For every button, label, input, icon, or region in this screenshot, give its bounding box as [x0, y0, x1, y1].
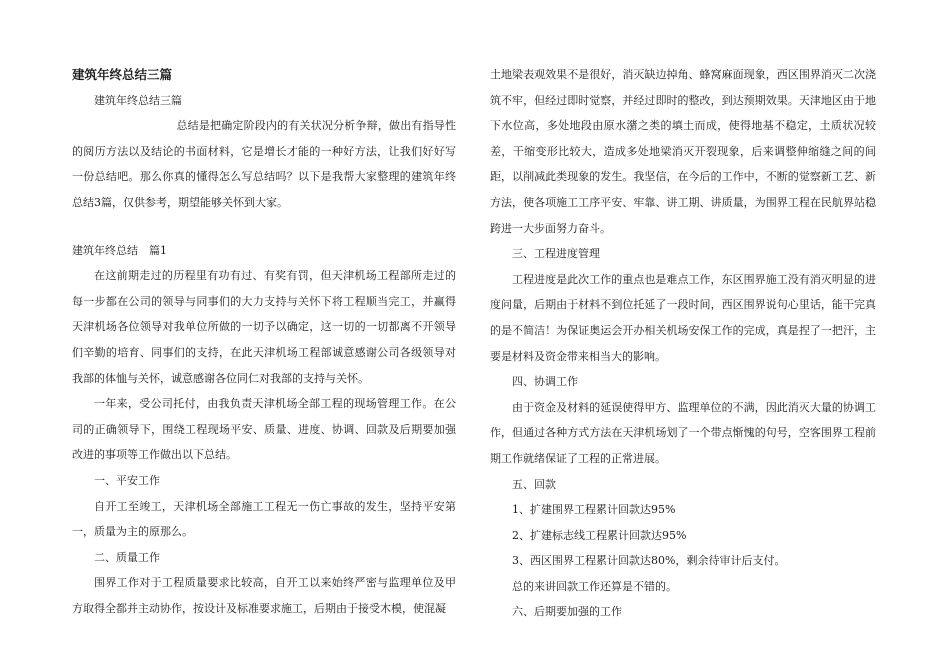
paragraph: 二、质量工作 — [94, 550, 160, 564]
paragraph: 土地梁表观效果不是很好，消灭缺边掉角、蜂窝麻面现象，西区围界消灭二次浇筑不牢，但经过即时觉察，并经过即时的整改，到达预期效果。天津地区由于地下水位高，多处地段由原水潴之类的填土而成，使得地基不稳定，土质状况较差，干缩变形比较大，造成多处地梁消灭开裂现象，后来调整伸缩缝之间的间距，以削减此类现象的发生。我坚信，在今后的工作中，不断的觉察新工艺、新方法，使各项施工工序平安、牢靠、讲工期、讲质量，为围界工程在民航界站稳跨进一大步面努力奋斗。 — [490, 68, 876, 235]
paragraph-gap — [72, 216, 456, 238]
paragraph: 一年来，受公司托付，由我负责天津机场全部工程的现场管理工作。在公司的正确领导下，围绕工程现场平安、质量、进度、协调、回款及后期要加强改进的事项等工作做出以下总结。 — [72, 397, 456, 462]
right-paragraphs — [490, 62, 876, 625]
left-column — [72, 62, 456, 621]
paragraph: 总的来讲回款工作还算是不错的。 — [512, 579, 677, 593]
paragraph: 一、平安工作 — [94, 473, 160, 487]
paragraph: 三、工程进度管理 — [512, 247, 600, 261]
paragraph: 围界工作对于工程质量要求比较高，自开工以来始终严密与监理单位及甲方取得全都并主动协作，按设计及标准要求施工，后期由于接受木模，使混凝 — [72, 576, 456, 615]
paragraph: 建筑年终总结三篇 — [94, 93, 182, 107]
paragraph: 3、西区围界工程累计回款达80%，剩余待审计后支付。 — [512, 554, 786, 568]
paragraph: 由于资金及材料的延误使得甲方、监理单位的不满，因此消灭大量的协调工作，但通过各种方式方法在天津机场划了一个带点惭愧的句号，空客围界工程前期工作就绪保证了工程的正常进展。 — [490, 400, 876, 465]
paragraph: 在这前期走过的历程里有功有过、有奖有罚，但天津机场工程部所走过的每一步都在公司的领导与同事们的大力支持与关怀下将工程顺当完工，并赢得天津机场各位领导对我单位所做的一切予以确定，这一切的一切都离不开领导们辛勤的培育、同事们的支持，在此天津机场工程部诚意感谢公司各级领导对我部的体恤与关怀，诚意感谢各位同仁对我部的支持与关怀。 — [72, 269, 456, 385]
paragraph: 五、回款 — [512, 477, 556, 491]
paragraph: 2、扩建标志线工程累计回款达95% — [512, 528, 687, 542]
paragraph: 自开工至竣工，天津机场全部施工工程无一伤亡事故的发生，坚持平安第一，质量为主的原那么。 — [72, 499, 456, 539]
paragraph: 工程进度是此次工作的重点也是难点工作，东区围界施工没有消灭明显的进度问量，后期由于材料不到位托延了一段时间，西区围界说句心里话，能干完真的是不简洁！为保证奥运会开办相关机场安保工作的完成，真是捏了一把汗，主要是材料及资金带来相当大的影响。 — [490, 272, 876, 363]
right-column — [490, 62, 876, 625]
paragraph: 建筑年终总结 篇1 — [72, 243, 167, 257]
document-title: 建筑年终总结三篇 — [72, 67, 173, 82]
paragraph: 四、协调工作 — [512, 375, 578, 389]
paragraph: 六、后期要加强的工作 — [512, 605, 622, 619]
paragraph: 1、扩建围界工程累计回款达95% — [512, 503, 676, 517]
paragraph: 总结是把确定阶段内的有关状况分析争辩，做出有指导性的阅历方法以及结论的书面材料，它是增长才能的一种好方法，让我们好好写一份总结吧。那么你真的懂得怎么写总结吗？以下是我帮大家整理的建筑年终总结3篇，仅供参考，期望能够关怀到大家。 — [72, 119, 456, 209]
left-paragraphs — [72, 88, 456, 622]
